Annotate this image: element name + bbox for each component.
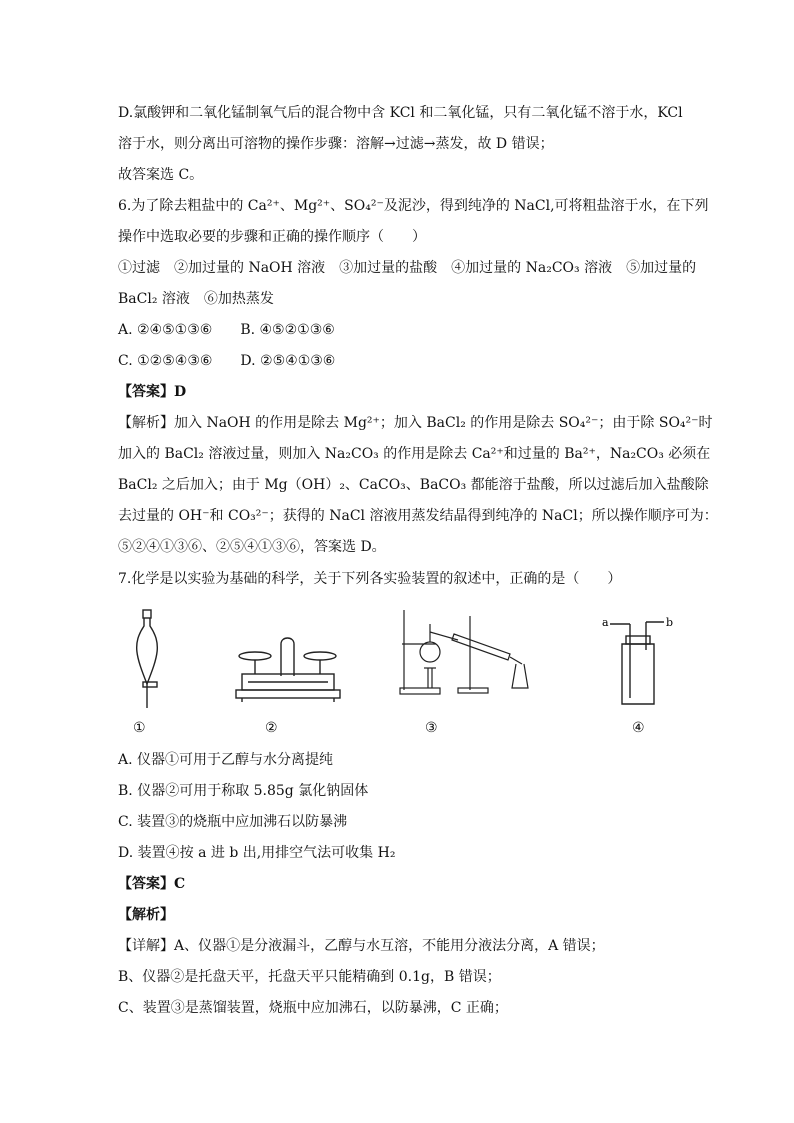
question-6-options-cd: C. ①②⑤④③⑥ D. ②⑤④①③⑥ (118, 353, 336, 369)
question-7-option-b: B. 仪器②可用于称取 5.85g 氯化钠固体 (118, 783, 369, 799)
question-6-steps-cont: BaCl₂ 溶液 ⑥加热蒸发 (118, 291, 274, 307)
text-line-3: 故答案选 C。 (118, 167, 204, 183)
question-6-stem: 6.为了除去粗盐中的 Ca²⁺、Mg²⁺、SO₄²⁻及泥沙，得到纯净的 NaCl,可将粗盐溶于水，在下列 (118, 198, 709, 214)
text-line-1: D.氯酸钾和二氧化锰制氧气后的混合物中含 KCl 和二氧化锰，只有二氧化锰不溶于水，KCl (118, 105, 683, 121)
apparatus-figures (118, 604, 678, 716)
detail-7-line-1: 【详解】A、仪器①是分液漏斗，乙醇与水互溶，不能用分液法分离，A 错误； (118, 938, 605, 954)
bottle-label-b: b (666, 616, 674, 629)
question-7-stem: 7.化学是以实验为基础的科学，关于下列各实验装置的叙述中，正确的是（ ） (118, 571, 622, 587)
text-line-2: 溶于水，则分离出可溶物的操作步骤：溶解→过滤→蒸发，故 D 错误； (118, 136, 554, 152)
figure-label-3: ③ (425, 720, 438, 736)
figure-label-2: ② (265, 720, 278, 736)
balance-icon (236, 638, 340, 702)
detail-7-line-2: B、仪器②是托盘天平，托盘天平只能精确到 0.1g，B 错误； (118, 969, 501, 985)
figure-label-1: ① (133, 720, 146, 736)
question-7-option-a: A. 仪器①可用于乙醇与水分离提纯 (118, 752, 334, 768)
question-7-option-c: C. 装置③的烧瓶中应加沸石以防暴沸 (118, 814, 348, 830)
figure-label-4: ④ (632, 720, 645, 736)
separatory-funnel-icon (137, 610, 158, 708)
analysis-6-line-2: 加入的 BaCl₂ 溶液过量，则加入 Na₂CO₃ 的作用是除去 Ca²⁺和过量的 Ba²⁺，Na₂CO₃ 必须在 (118, 446, 711, 462)
detail-7-line-3: C、装置③是蒸馏装置，烧瓶中应加沸石，以防暴沸，C 正确； (118, 1000, 508, 1016)
question-7-option-d: D. 装置④按 a 进 b 出,用排空气法可收集 H₂ (118, 845, 396, 861)
question-6-steps: ①过滤 ②加过量的 NaOH 溶液 ③加过量的盐酸 ④加过量的 Na₂CO₃ 溶液 ⑤加过量的 (118, 260, 697, 276)
analysis-6-line-1: 【解析】加入 NaOH 的作用是除去 Mg²⁺；加入 BaCl₂ 的作用是除去 SO₄²⁻；由于除 SO₄²⁻时 (118, 415, 713, 431)
question-6-stem-cont: 操作中选取必要的步骤和正确的操作顺序（ ） (118, 229, 426, 245)
answer-6: 【答案】D (118, 384, 187, 400)
analysis-6-line-5: ⑤②④①③⑥、②⑤④①③⑥，答案选 D。 (118, 539, 386, 555)
analysis-7-heading: 【解析】 (118, 907, 174, 923)
gas-bottle-icon (610, 622, 664, 704)
analysis-6-line-3: BaCl₂ 之后加入；由于 Mg（OH）₂、CaCO₃、BaCO₃ 都能溶于盐酸，所以过滤后加入盐酸除 (118, 477, 709, 493)
distillation-apparatus-icon (400, 610, 528, 694)
analysis-6-line-4: 去过量的 OH⁻和 CO₃²⁻；获得的 NaCl 溶液用蒸发结晶得到纯净的 NaCl；所以操作顺序可为： (118, 508, 718, 524)
question-6-options-ab: A. ②④⑤①③⑥ B. ④⑤②①③⑥ (118, 322, 335, 338)
answer-7: 【答案】C (118, 876, 186, 892)
bottle-label-a: a (602, 616, 609, 629)
